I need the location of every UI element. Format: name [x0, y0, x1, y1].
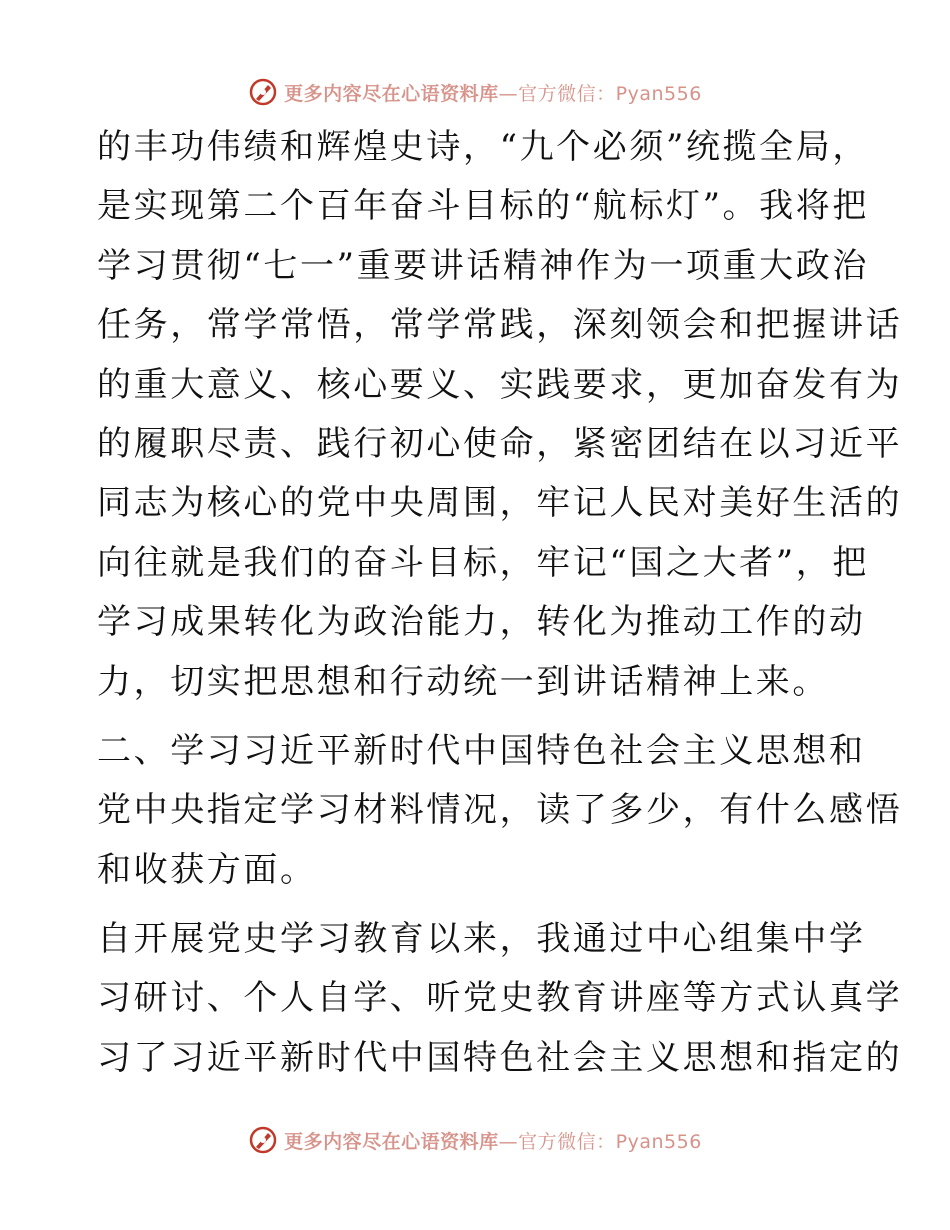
footer-banner [0, 1120, 950, 1160]
text-line: 的重大意义、核心要义、实践要求，更加奋发有为 [97, 364, 903, 405]
text-line: 学习贯彻“七一”重要讲话精神作为一项重大政治 [97, 245, 869, 286]
text-line: 习了习近平新时代中国特色社会主义思想和指定的 [97, 1037, 903, 1078]
header-dash: — [498, 82, 519, 105]
text-line: 同志为核心的党中央周围，牢记人民对美好生活的 [97, 483, 903, 524]
text-line: 自开展党史学习教育以来，我通过中心组集中学 [97, 919, 866, 960]
heading-line: 和收获方面。 [97, 849, 317, 890]
footer-brand-text: 更多内容尽在心语资料库 [284, 1130, 499, 1153]
text-line: 任务，常学常悟，常学常践，深刻领会和把握讲话 [97, 305, 903, 346]
section-heading [97, 722, 903, 900]
footer-dash: — [498, 1130, 519, 1153]
text-line: 向往就是我们的奋斗目标，牢记“国之大者”，把 [97, 542, 869, 583]
text-line: 的丰功伟绩和辉煌史诗，“九个必须”统揽全局， [97, 127, 869, 167]
text-line: 的履职尽责、践行初心使命，紧密团结在以习近平 [97, 423, 903, 464]
header-brand-text: 更多内容尽在心语资料库 [284, 82, 499, 105]
document-body [97, 118, 903, 1088]
text-line: 学习成果转化为政治能力，转化为推动工作的动 [97, 602, 866, 643]
footer-banner-text [284, 1127, 702, 1154]
pen-circle-logo-icon [248, 1125, 278, 1155]
text-line: 力，切实把思想和行动统一到讲话精神上来。 [97, 661, 829, 702]
text-line: 习研讨、个人自学、听党史教育讲座等方式认真学 [97, 978, 903, 1019]
paragraph-2 [97, 910, 903, 1088]
text-line: 是实现第二个百年奋斗目标的“航标灯”。我将把 [97, 186, 869, 227]
header-banner-text [284, 79, 702, 106]
header-wechat-text: 官方微信：Pyan556 [518, 82, 702, 105]
heading-line: 党中央指定学习材料情况，读了多少，有什么感悟 [97, 790, 903, 831]
heading-line: 二、学习习近平新时代中国特色社会主义思想和 [97, 730, 866, 771]
header-banner [0, 72, 950, 112]
paragraph-1 [97, 118, 903, 712]
footer-wechat-text: 官方微信：Pyan556 [518, 1130, 702, 1153]
pen-circle-logo-icon [248, 77, 278, 107]
